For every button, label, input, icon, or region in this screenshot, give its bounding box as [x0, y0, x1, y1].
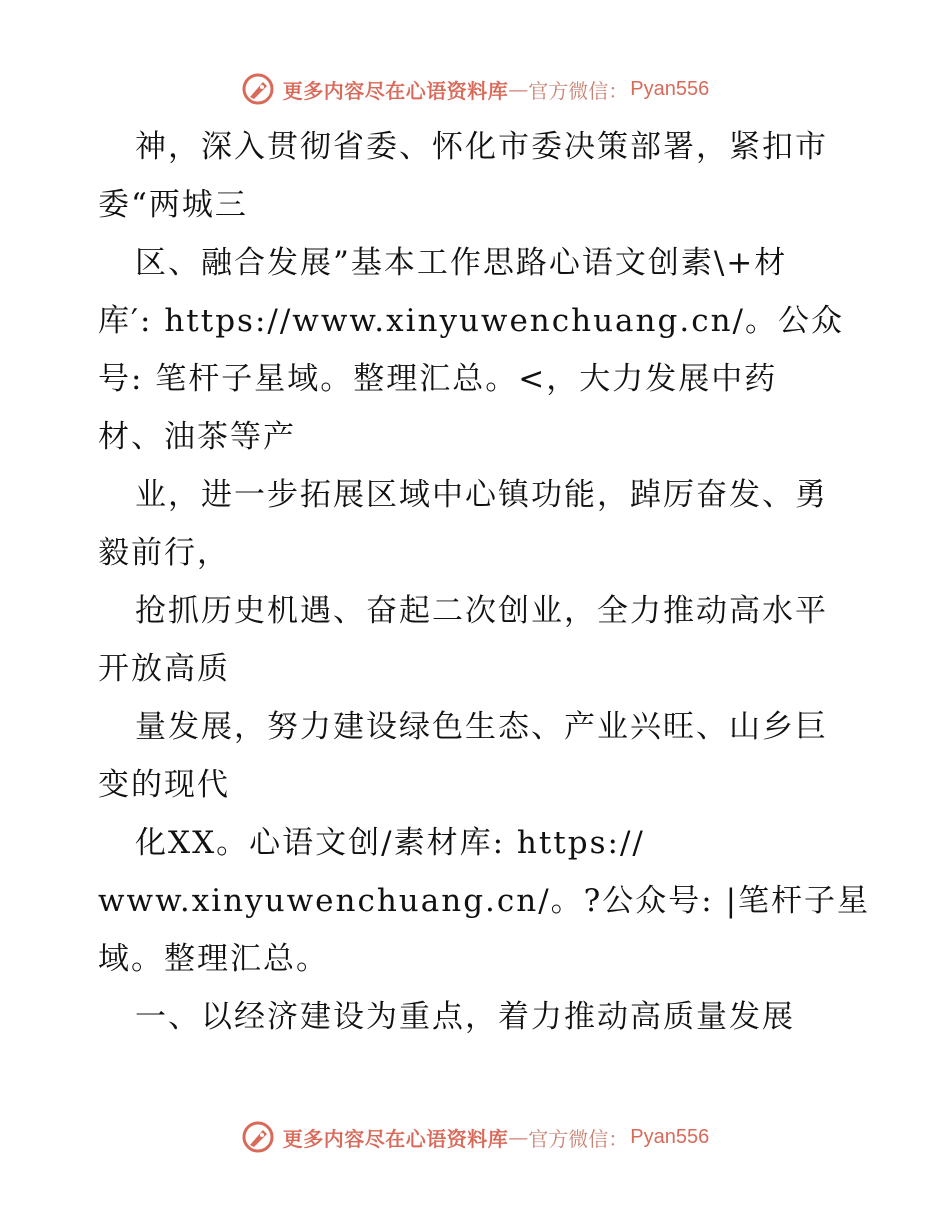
header-watermark-banner	[0, 72, 950, 112]
banner-wechat-label: 官方微信：	[528, 1126, 629, 1151]
section-heading: 一、以经济建设为重点，着力推动高质量发展	[135, 999, 795, 1035]
text-line: 域。整理汇总。	[98, 941, 329, 977]
text-line: 神，深入贯彻省委、怀化市委决策部署，紧扣市	[135, 129, 828, 165]
text-line: 区、融合发展”基本工作思路心语文创素\+材	[135, 245, 788, 281]
banner-site-text: 更多内容尽在心语资料库	[282, 78, 509, 103]
text-line: 量发展，努力建设绿色生态、产业兴旺、山乡巨	[135, 709, 828, 745]
text-line: 变的现代	[98, 767, 230, 803]
text-line: 业，进一步拓展区域中心镇功能，踔厉奋发、勇	[135, 477, 828, 513]
text-line: 号: 笔杆子星域。整理汇总。<，大力发展中药	[98, 361, 778, 397]
footer-watermark-banner	[0, 1120, 950, 1160]
text-line: 开放高质	[98, 651, 230, 687]
text-line: 毅前行，	[98, 535, 230, 571]
pen-nib-logo-icon	[241, 72, 275, 106]
banner-separator: —	[508, 1125, 529, 1149]
document-body	[98, 118, 871, 1046]
text-line: 材、油茶等产	[98, 419, 296, 455]
text-line: 抢抓历史机遇、奋起二次创业，全力推动高水平	[135, 593, 828, 629]
pen-nib-logo-icon	[241, 1120, 275, 1154]
text-line: 委“两城三	[98, 187, 248, 223]
banner-site-text: 更多内容尽在心语资料库	[282, 1126, 509, 1151]
banner-wechat-id: Pyan556	[630, 77, 710, 100]
text-line: 库′: https://www.xinyuwenchuang.cn/。公众	[98, 303, 844, 339]
banner-wechat-label: 官方微信：	[528, 78, 629, 103]
text-line: 化XX。心语文创/素材库: https://	[135, 825, 645, 861]
banner-wechat-id: Pyan556	[630, 1125, 710, 1148]
text-line: www.xinyuwenchuang.cn/。?公众号: |笔杆子星	[98, 883, 871, 919]
banner-separator: —	[508, 77, 529, 101]
